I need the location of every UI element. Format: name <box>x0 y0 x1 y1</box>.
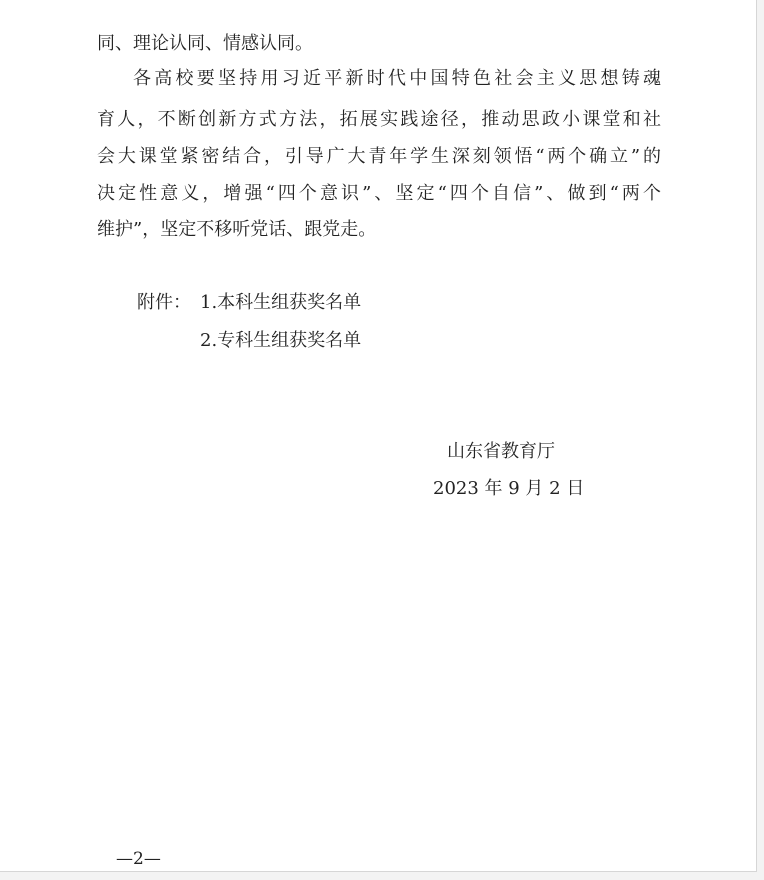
attachment-item-1: 1.本科生组获奖名单 <box>200 292 362 313</box>
paragraph-2-line-4: 决定性意义，增强“四个意识”、坚定“四个自信”、做到“两个 <box>97 183 661 204</box>
paragraph-2-line-1: 各高校要坚持用习近平新时代中国特色社会主义思想铸魂 <box>133 68 661 89</box>
page-number: —2— <box>116 849 161 869</box>
paragraph-2-line-3: 会大课堂紧密结合，引导广大青年学生深刻领悟“两个确立”的 <box>97 146 661 167</box>
attachment-item-2: 2.专科生组获奖名单 <box>200 330 362 351</box>
paragraph-1-tail: 同、理论认同、情感认同。 <box>97 33 313 54</box>
paragraph-2-line-2: 育人，不断创新方式方法，拓展实践途径，推动思政小课堂和社 <box>97 109 661 130</box>
paragraph-2-line-5: 维护”，坚定不移听党话、跟党走。 <box>97 219 377 240</box>
attachments-label: 附件： <box>137 292 191 313</box>
issuer-name: 山东省教育厅 <box>447 441 555 462</box>
issue-date: 2023 年 9 月 2 日 <box>433 478 585 499</box>
